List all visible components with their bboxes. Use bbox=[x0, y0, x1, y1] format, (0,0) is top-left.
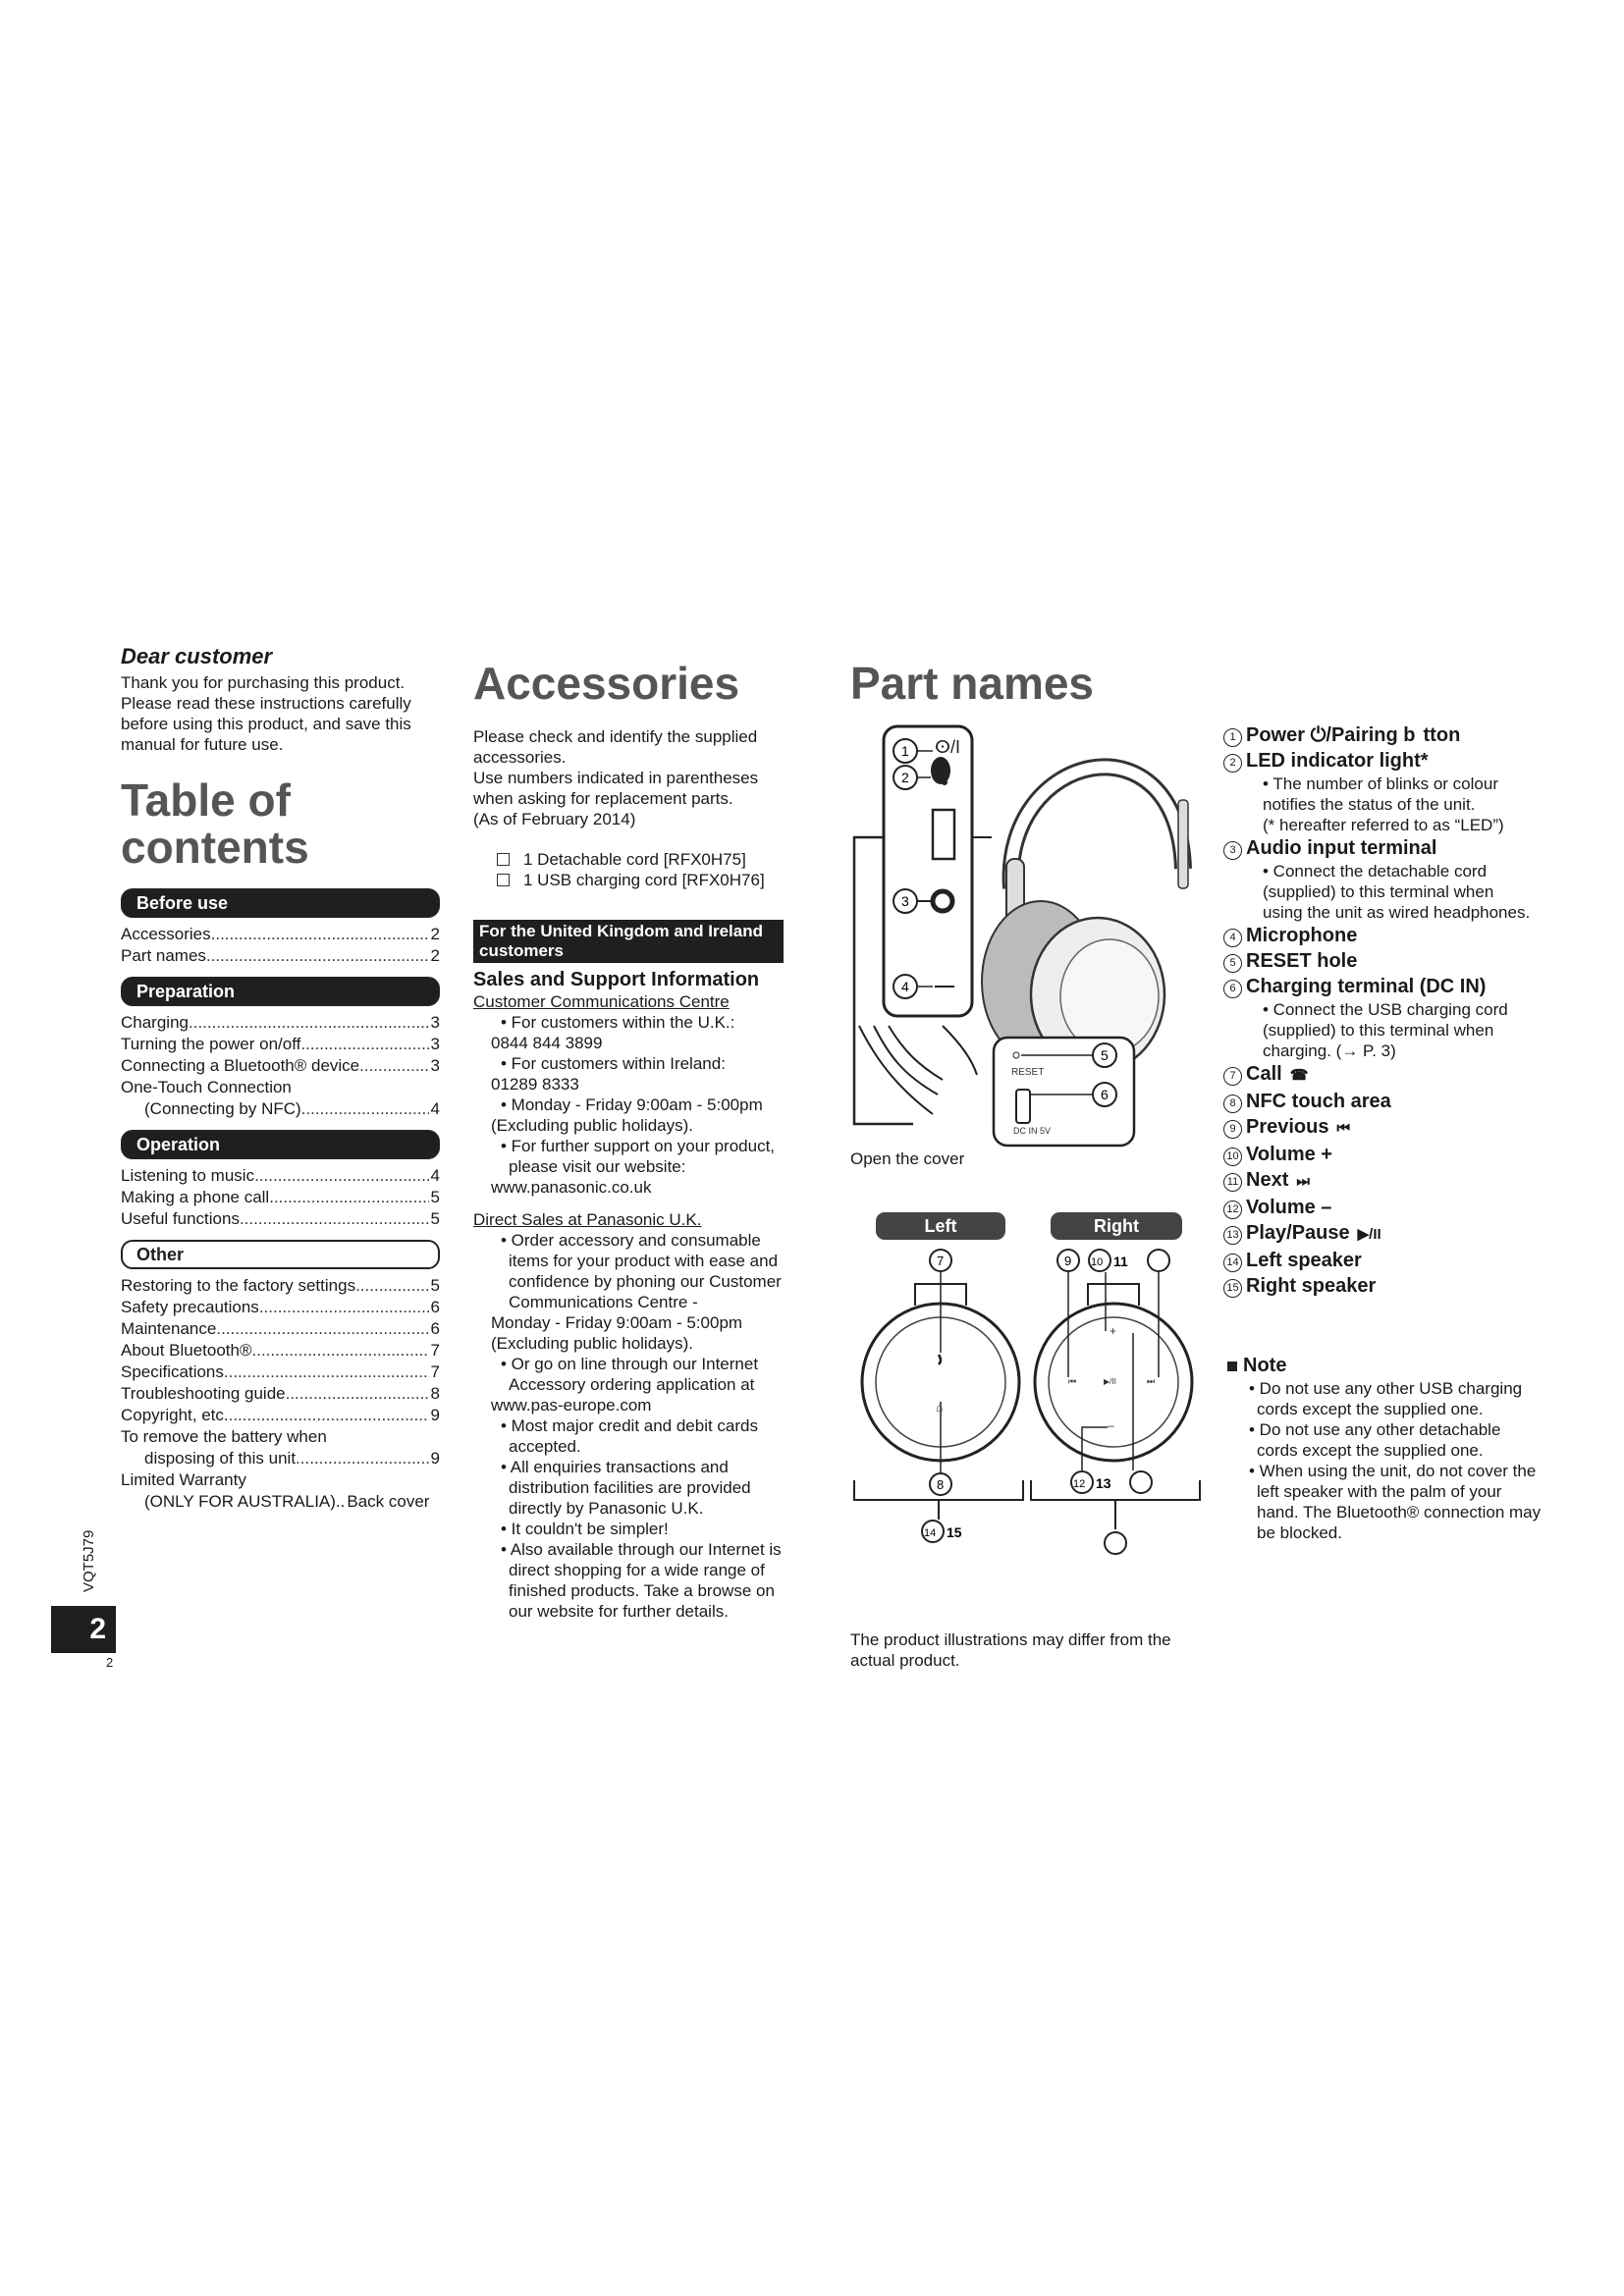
toc-entry-dots bbox=[229, 1405, 429, 1426]
part-label: Call bbox=[1246, 1063, 1282, 1085]
svg-text:+: + bbox=[1110, 1324, 1117, 1338]
svg-text:3: 3 bbox=[901, 893, 909, 909]
part-number: 1 bbox=[1223, 728, 1242, 747]
part-names-title: Part names bbox=[850, 658, 1095, 709]
toc-entry-label: To remove the battery when bbox=[121, 1427, 327, 1446]
part-number: 10 bbox=[1223, 1148, 1242, 1166]
part-number: 7 bbox=[1223, 1067, 1242, 1086]
part-label: Volume + bbox=[1246, 1144, 1332, 1165]
audio-terminal-icon bbox=[933, 891, 952, 911]
toc-entry-label: Restoring to the factory settings bbox=[121, 1276, 356, 1295]
part-number: 12 bbox=[1223, 1201, 1242, 1219]
callout-2 bbox=[893, 766, 917, 789]
svg-text:–: – bbox=[1108, 1418, 1114, 1432]
toc-entry-page: 2 bbox=[430, 946, 440, 965]
text-line: Monday - Friday 9:00am - 5:00pm bbox=[491, 1313, 743, 1332]
part-item bbox=[1223, 923, 1538, 948]
part-number: 3 bbox=[1223, 841, 1242, 860]
toc-entry-label: Safety precautions bbox=[121, 1298, 259, 1316]
callout-8 bbox=[930, 1473, 951, 1495]
toc-entry bbox=[121, 1012, 440, 1034]
accessories-title: Accessories bbox=[473, 658, 740, 709]
ccc-lines bbox=[473, 1012, 795, 1198]
part-item bbox=[1223, 1195, 1538, 1220]
intro-title: Dear customer bbox=[121, 644, 273, 668]
svg-text:2: 2 bbox=[901, 770, 909, 785]
part-number: 6 bbox=[1223, 980, 1242, 998]
toc-entry-dots bbox=[286, 1383, 429, 1405]
toc-entry-dots bbox=[359, 1055, 428, 1077]
intro-and-toc-column bbox=[121, 644, 440, 1513]
toc-section-pill: Before use bbox=[121, 888, 440, 918]
toc-entry-label: Copyright, etc. bbox=[121, 1406, 229, 1424]
checkbox-icon bbox=[497, 874, 510, 886]
accessories-note2: (As of February 2014) bbox=[473, 810, 636, 828]
toc-entry-dots bbox=[216, 1318, 428, 1340]
toc-entry-label: (Connecting by NFC) bbox=[144, 1099, 301, 1118]
part-item bbox=[1223, 1248, 1538, 1273]
toc-entry-label: Maintenance bbox=[121, 1319, 217, 1338]
toc-entry bbox=[121, 1491, 440, 1513]
part-glyph-icon: ☎ bbox=[1289, 1067, 1309, 1084]
svg-text:⏭: ⏭ bbox=[1147, 1376, 1156, 1386]
bluetooth-icon bbox=[942, 779, 947, 785]
text-line: • All enquiries transactions and distribution facilities are provided directly by Panasonic U.K. bbox=[501, 1458, 751, 1518]
toc-entry bbox=[121, 1077, 440, 1098]
callout-blank-mid bbox=[1130, 1471, 1152, 1493]
part-item bbox=[1223, 1114, 1538, 1142]
toc-entry bbox=[121, 1275, 440, 1297]
text-line: (Excluding public holidays). bbox=[491, 1116, 693, 1135]
callout-10 bbox=[1089, 1250, 1110, 1271]
square-bullet-icon bbox=[1227, 1362, 1237, 1371]
part-label: NFC touch area bbox=[1246, 1091, 1391, 1112]
callout-7 bbox=[930, 1250, 951, 1271]
text-line: • Most major credit and debit cards accepted. bbox=[501, 1416, 759, 1456]
text-line: • For customers within the U.K.: bbox=[501, 1013, 735, 1032]
disclaimer: The product illustrations may differ from the actual product. bbox=[850, 1630, 1171, 1670]
part-item bbox=[1223, 1061, 1538, 1089]
toc-entry bbox=[121, 1362, 440, 1383]
part-number: 15 bbox=[1223, 1279, 1242, 1298]
accessories-column bbox=[473, 656, 807, 1622]
svg-text:7: 7 bbox=[937, 1254, 945, 1268]
accessories-list bbox=[473, 849, 807, 890]
accessories-note1: Use numbers indicated in parentheses when asking for replacement parts. bbox=[473, 769, 759, 808]
svg-text:11: 11 bbox=[1113, 1254, 1128, 1269]
callout-12 bbox=[1071, 1471, 1093, 1493]
text-line: • For customers within Ireland: bbox=[501, 1054, 726, 1073]
text-line: www.panasonic.co.uk bbox=[491, 1178, 652, 1197]
toc-entry bbox=[121, 924, 440, 945]
direct-sales-title: Direct Sales at Panasonic U.K. bbox=[473, 1210, 702, 1229]
note-title: Note bbox=[1243, 1355, 1287, 1376]
svg-text:15: 15 bbox=[947, 1524, 962, 1540]
part-label: Microphone bbox=[1246, 925, 1358, 946]
toc-entry bbox=[121, 1340, 440, 1362]
toc-title-line2: contents bbox=[121, 822, 309, 873]
text-line: 0844 844 3899 bbox=[491, 1034, 603, 1052]
part-sub-text: • Connect the USB charging cord (supplied) to this terminal when charging. (→ P. 3) bbox=[1263, 1000, 1508, 1060]
toc-entry-page: 6 bbox=[430, 1319, 440, 1338]
toc-entry-page: Back cover bbox=[347, 1492, 430, 1511]
part-label: Volume – bbox=[1246, 1197, 1332, 1218]
page-number-tab bbox=[51, 1606, 116, 1653]
note-section bbox=[1227, 1353, 1542, 1543]
toc-entry-dots bbox=[301, 1098, 429, 1120]
text-line: • Also available through our Internet is direct shopping for a wide range of finished products. Take a browse on our website for further details. bbox=[501, 1540, 782, 1621]
svg-text:10: 10 bbox=[1091, 1256, 1104, 1268]
toc-entry-page: 9 bbox=[430, 1449, 440, 1468]
part-label: Power ⏻/Pairing b tton bbox=[1246, 724, 1461, 746]
toc-entry-page: 8 bbox=[430, 1384, 440, 1403]
svg-text:4: 4 bbox=[901, 979, 909, 994]
text-line: 01289 8333 bbox=[491, 1075, 579, 1094]
callout-11 bbox=[1113, 1254, 1128, 1269]
toc-entry-page: 4 bbox=[430, 1099, 440, 1118]
part-item bbox=[1223, 835, 1538, 861]
power-button-icon bbox=[931, 757, 950, 784]
text-line: (Excluding public holidays). bbox=[491, 1334, 693, 1353]
part-item bbox=[1223, 748, 1538, 774]
callout-5 bbox=[1093, 1043, 1116, 1067]
toc-title-line1: Table of bbox=[121, 774, 291, 826]
toc-entry bbox=[121, 1297, 440, 1318]
svg-text:8: 8 bbox=[937, 1477, 945, 1492]
toc-entry bbox=[121, 1383, 440, 1405]
text-line: • For further support on your product, please visit our website: bbox=[501, 1137, 776, 1176]
part-sub-text: (* hereafter referred to as “LED”) bbox=[1263, 816, 1504, 834]
accessory-item bbox=[497, 849, 807, 870]
part-number: 4 bbox=[1223, 929, 1242, 947]
toc-entry-dots bbox=[224, 1362, 429, 1383]
toc-entry bbox=[121, 1165, 440, 1187]
text-line: • Or go on line through our Internet Accessory ordering application at bbox=[501, 1355, 759, 1394]
toc-entry-page: 7 bbox=[430, 1341, 440, 1360]
svg-text:6: 6 bbox=[1101, 1087, 1109, 1102]
toc-entry-page: 3 bbox=[430, 1035, 440, 1053]
svg-text:14: 14 bbox=[924, 1527, 937, 1539]
earcup-diagram bbox=[846, 1245, 1210, 1569]
toc-title bbox=[121, 776, 440, 871]
part-label: Audio input terminal bbox=[1246, 837, 1437, 859]
svg-text:1: 1 bbox=[901, 743, 909, 759]
toc-entry-dots bbox=[206, 945, 429, 967]
checkbox-icon bbox=[497, 853, 510, 866]
toc-entry bbox=[121, 1055, 440, 1077]
part-number: 14 bbox=[1223, 1254, 1242, 1272]
toc-entry-dots bbox=[240, 1208, 429, 1230]
toc-entry-label: Charging bbox=[121, 1013, 189, 1032]
toc-entry-page: 7 bbox=[430, 1362, 440, 1381]
callout-blank-top bbox=[1148, 1250, 1169, 1271]
callout-6 bbox=[1093, 1083, 1116, 1106]
part-item bbox=[1223, 722, 1538, 748]
part-glyph-icon: ⏮ bbox=[1336, 1120, 1350, 1137]
part-number: 5 bbox=[1223, 954, 1242, 973]
toc-section-pill: Preparation bbox=[121, 977, 440, 1006]
toc-entry bbox=[121, 1098, 440, 1120]
part-label: Play/Pause bbox=[1246, 1222, 1350, 1244]
part-label: Next bbox=[1246, 1169, 1289, 1191]
toc-entry-page: 5 bbox=[430, 1276, 440, 1295]
toc-entry-dots bbox=[269, 1187, 428, 1208]
toc-entry-dots bbox=[211, 924, 429, 945]
toc-entry bbox=[121, 1187, 440, 1208]
reset-label: RESET bbox=[1011, 1067, 1045, 1078]
note-lines bbox=[1227, 1378, 1542, 1543]
open-cover-caption: Open the cover bbox=[850, 1149, 965, 1168]
toc-entry-label: Troubleshooting guide bbox=[121, 1384, 286, 1403]
toc-entry-label: Part names bbox=[121, 946, 206, 965]
svg-text:9: 9 bbox=[1064, 1254, 1072, 1268]
toc-entry-label: (ONLY FOR AUSTRALIA).. bbox=[144, 1492, 346, 1511]
accessory-item bbox=[497, 870, 807, 890]
direct-sales-lines bbox=[473, 1230, 795, 1622]
toc-entry-label: Useful functions bbox=[121, 1209, 240, 1228]
note-header bbox=[1227, 1353, 1542, 1378]
toc-entry-label: Accessories bbox=[121, 925, 211, 943]
intro-body: Thank you for purchasing this product. Please read these instructions carefully before using this product, and save this manual for future use. bbox=[121, 673, 411, 754]
left-label: Left bbox=[876, 1212, 1005, 1240]
toc-entry bbox=[121, 1405, 440, 1426]
toc-entry bbox=[121, 1469, 440, 1491]
toc-entry-label: About Bluetooth® bbox=[121, 1341, 252, 1360]
part-item bbox=[1223, 974, 1538, 999]
doc-code: VQT5J79 bbox=[81, 1529, 97, 1592]
svg-text:⌂: ⌂ bbox=[936, 1401, 944, 1415]
headphone-diagram bbox=[844, 721, 1198, 1153]
part-item bbox=[1223, 948, 1538, 974]
part-label: Previous bbox=[1246, 1116, 1329, 1138]
part-number: 2 bbox=[1223, 754, 1242, 773]
toc-entry-page: 4 bbox=[430, 1166, 440, 1185]
part-sub-text: • The number of blinks or colour notifies the status of the unit. bbox=[1263, 774, 1498, 814]
right-label: Right bbox=[1051, 1212, 1182, 1240]
note-line: • Do not use any other USB charging cords except the supplied one. bbox=[1249, 1379, 1523, 1418]
toc-entry-page: 5 bbox=[430, 1209, 440, 1228]
svg-text:13: 13 bbox=[1096, 1475, 1111, 1491]
toc-sections bbox=[121, 888, 440, 1513]
toc-entry-label: Connecting a Bluetooth® device bbox=[121, 1056, 360, 1075]
part-item bbox=[1223, 1167, 1538, 1195]
text-line: • It couldn't be simpler! bbox=[501, 1520, 669, 1538]
toc-entry bbox=[121, 1426, 440, 1448]
toc-section-pill: Other bbox=[121, 1240, 440, 1269]
toc-entry-dots bbox=[296, 1448, 428, 1469]
toc-entry-label: Making a phone call bbox=[121, 1188, 270, 1206]
part-glyph-icon: ⏭ bbox=[1296, 1173, 1310, 1190]
toc-entry-dots bbox=[355, 1275, 428, 1297]
toc-entry-page: 3 bbox=[430, 1013, 440, 1032]
toc-entry-label: disposing of this unit bbox=[144, 1449, 297, 1468]
toc-entry-dots bbox=[254, 1165, 428, 1187]
part-label: LED indicator light* bbox=[1246, 750, 1429, 772]
dcin-label: DC IN 5V bbox=[1013, 1126, 1052, 1136]
toc-entry-page: 6 bbox=[430, 1298, 440, 1316]
svg-text:5: 5 bbox=[1101, 1047, 1109, 1063]
toc-entry-page: 3 bbox=[430, 1056, 440, 1075]
callout-15 bbox=[947, 1524, 962, 1540]
text-line: www.pas-europe.com bbox=[491, 1396, 652, 1415]
accessory-item-text: 1 Detachable cord [RFX0H75] bbox=[523, 850, 746, 869]
text-line: • Order accessory and consumable items for your product with ease and confidence by phoning our Customer Communications Centre - bbox=[501, 1231, 782, 1311]
part-number: 11 bbox=[1223, 1173, 1242, 1192]
page-number: 2 bbox=[89, 1613, 106, 1645]
part-label: Right speaker bbox=[1246, 1275, 1377, 1297]
callout-3 bbox=[893, 889, 917, 913]
part-number: 8 bbox=[1223, 1095, 1242, 1113]
svg-text:⏮: ⏮ bbox=[1068, 1376, 1077, 1386]
callout-blank-bottom bbox=[1105, 1532, 1126, 1554]
toc-entry-dots bbox=[189, 1012, 429, 1034]
note-line: • When using the unit, do not cover the left speaker with the palm of your hand. The Bluetooth® connection may be blocked. bbox=[1249, 1462, 1542, 1542]
part-label: RESET hole bbox=[1246, 950, 1358, 972]
sales-support-title: Sales and Support Information bbox=[473, 969, 760, 990]
part-label: Left speaker bbox=[1246, 1250, 1362, 1271]
callout-1 bbox=[893, 739, 917, 763]
part-names-list bbox=[1223, 722, 1538, 1299]
toc-entry bbox=[121, 1448, 440, 1469]
toc-entry-page: 9 bbox=[430, 1406, 440, 1424]
toc-entry-page: 5 bbox=[430, 1188, 440, 1206]
note-line: • Do not use any other detachable cords except the supplied one. bbox=[1249, 1420, 1501, 1460]
callout-14 bbox=[922, 1521, 944, 1542]
toc-entry-label: Specifications bbox=[121, 1362, 224, 1381]
uk-customers-bar: For the United Kingdom and Ireland customers bbox=[473, 920, 784, 963]
part-number: 13 bbox=[1223, 1226, 1242, 1245]
accessories-intro: Please check and identify the supplied accessories. bbox=[473, 727, 758, 767]
toc-section-pill: Operation bbox=[121, 1130, 440, 1159]
power-symbol-label: ⵙ/I bbox=[935, 737, 960, 757]
toc-entry-label: One-Touch Connection bbox=[121, 1078, 292, 1096]
part-glyph-icon: ▶/II bbox=[1357, 1226, 1381, 1243]
callout-4 bbox=[893, 975, 917, 998]
toc-entry-label: Listening to music bbox=[121, 1166, 255, 1185]
accessory-item-text: 1 USB charging cord [RFX0H76] bbox=[523, 871, 765, 889]
toc-entry-label: Turning the power on/off bbox=[121, 1035, 301, 1053]
toc-entry bbox=[121, 945, 440, 967]
part-item bbox=[1223, 1142, 1538, 1167]
left-earcup-front bbox=[862, 1272, 1019, 1472]
text-line: • Monday - Friday 9:00am - 5:00pm bbox=[501, 1095, 763, 1114]
toc-entry-dots bbox=[252, 1340, 429, 1362]
toc-entry-page: 2 bbox=[430, 925, 440, 943]
part-item bbox=[1223, 1220, 1538, 1248]
toc-entry bbox=[121, 1318, 440, 1340]
svg-text:12: 12 bbox=[1073, 1478, 1086, 1490]
part-sub-text: • Connect the detachable cord (supplied) to this terminal when using the unit as wired headphones. bbox=[1263, 862, 1531, 922]
toc-entry bbox=[121, 1034, 440, 1055]
led-slot bbox=[933, 810, 954, 859]
toc-entry-label: Limited Warranty bbox=[121, 1470, 246, 1489]
ccc-title: Customer Communications Centre bbox=[473, 992, 730, 1011]
callout-9 bbox=[1057, 1250, 1079, 1271]
callout-13 bbox=[1096, 1475, 1111, 1491]
small-page-number: 2 bbox=[106, 1655, 114, 1670]
part-item bbox=[1223, 1273, 1538, 1299]
part-number: 9 bbox=[1223, 1120, 1242, 1139]
toc-entry-dots bbox=[259, 1297, 429, 1318]
toc-entry-dots bbox=[300, 1034, 428, 1055]
part-label: Charging terminal (DC IN) bbox=[1246, 976, 1487, 997]
right-earcup-front bbox=[1035, 1272, 1192, 1470]
part-item bbox=[1223, 1089, 1538, 1114]
svg-text:▶/II: ▶/II bbox=[1104, 1377, 1116, 1386]
toc-entry bbox=[121, 1208, 440, 1230]
